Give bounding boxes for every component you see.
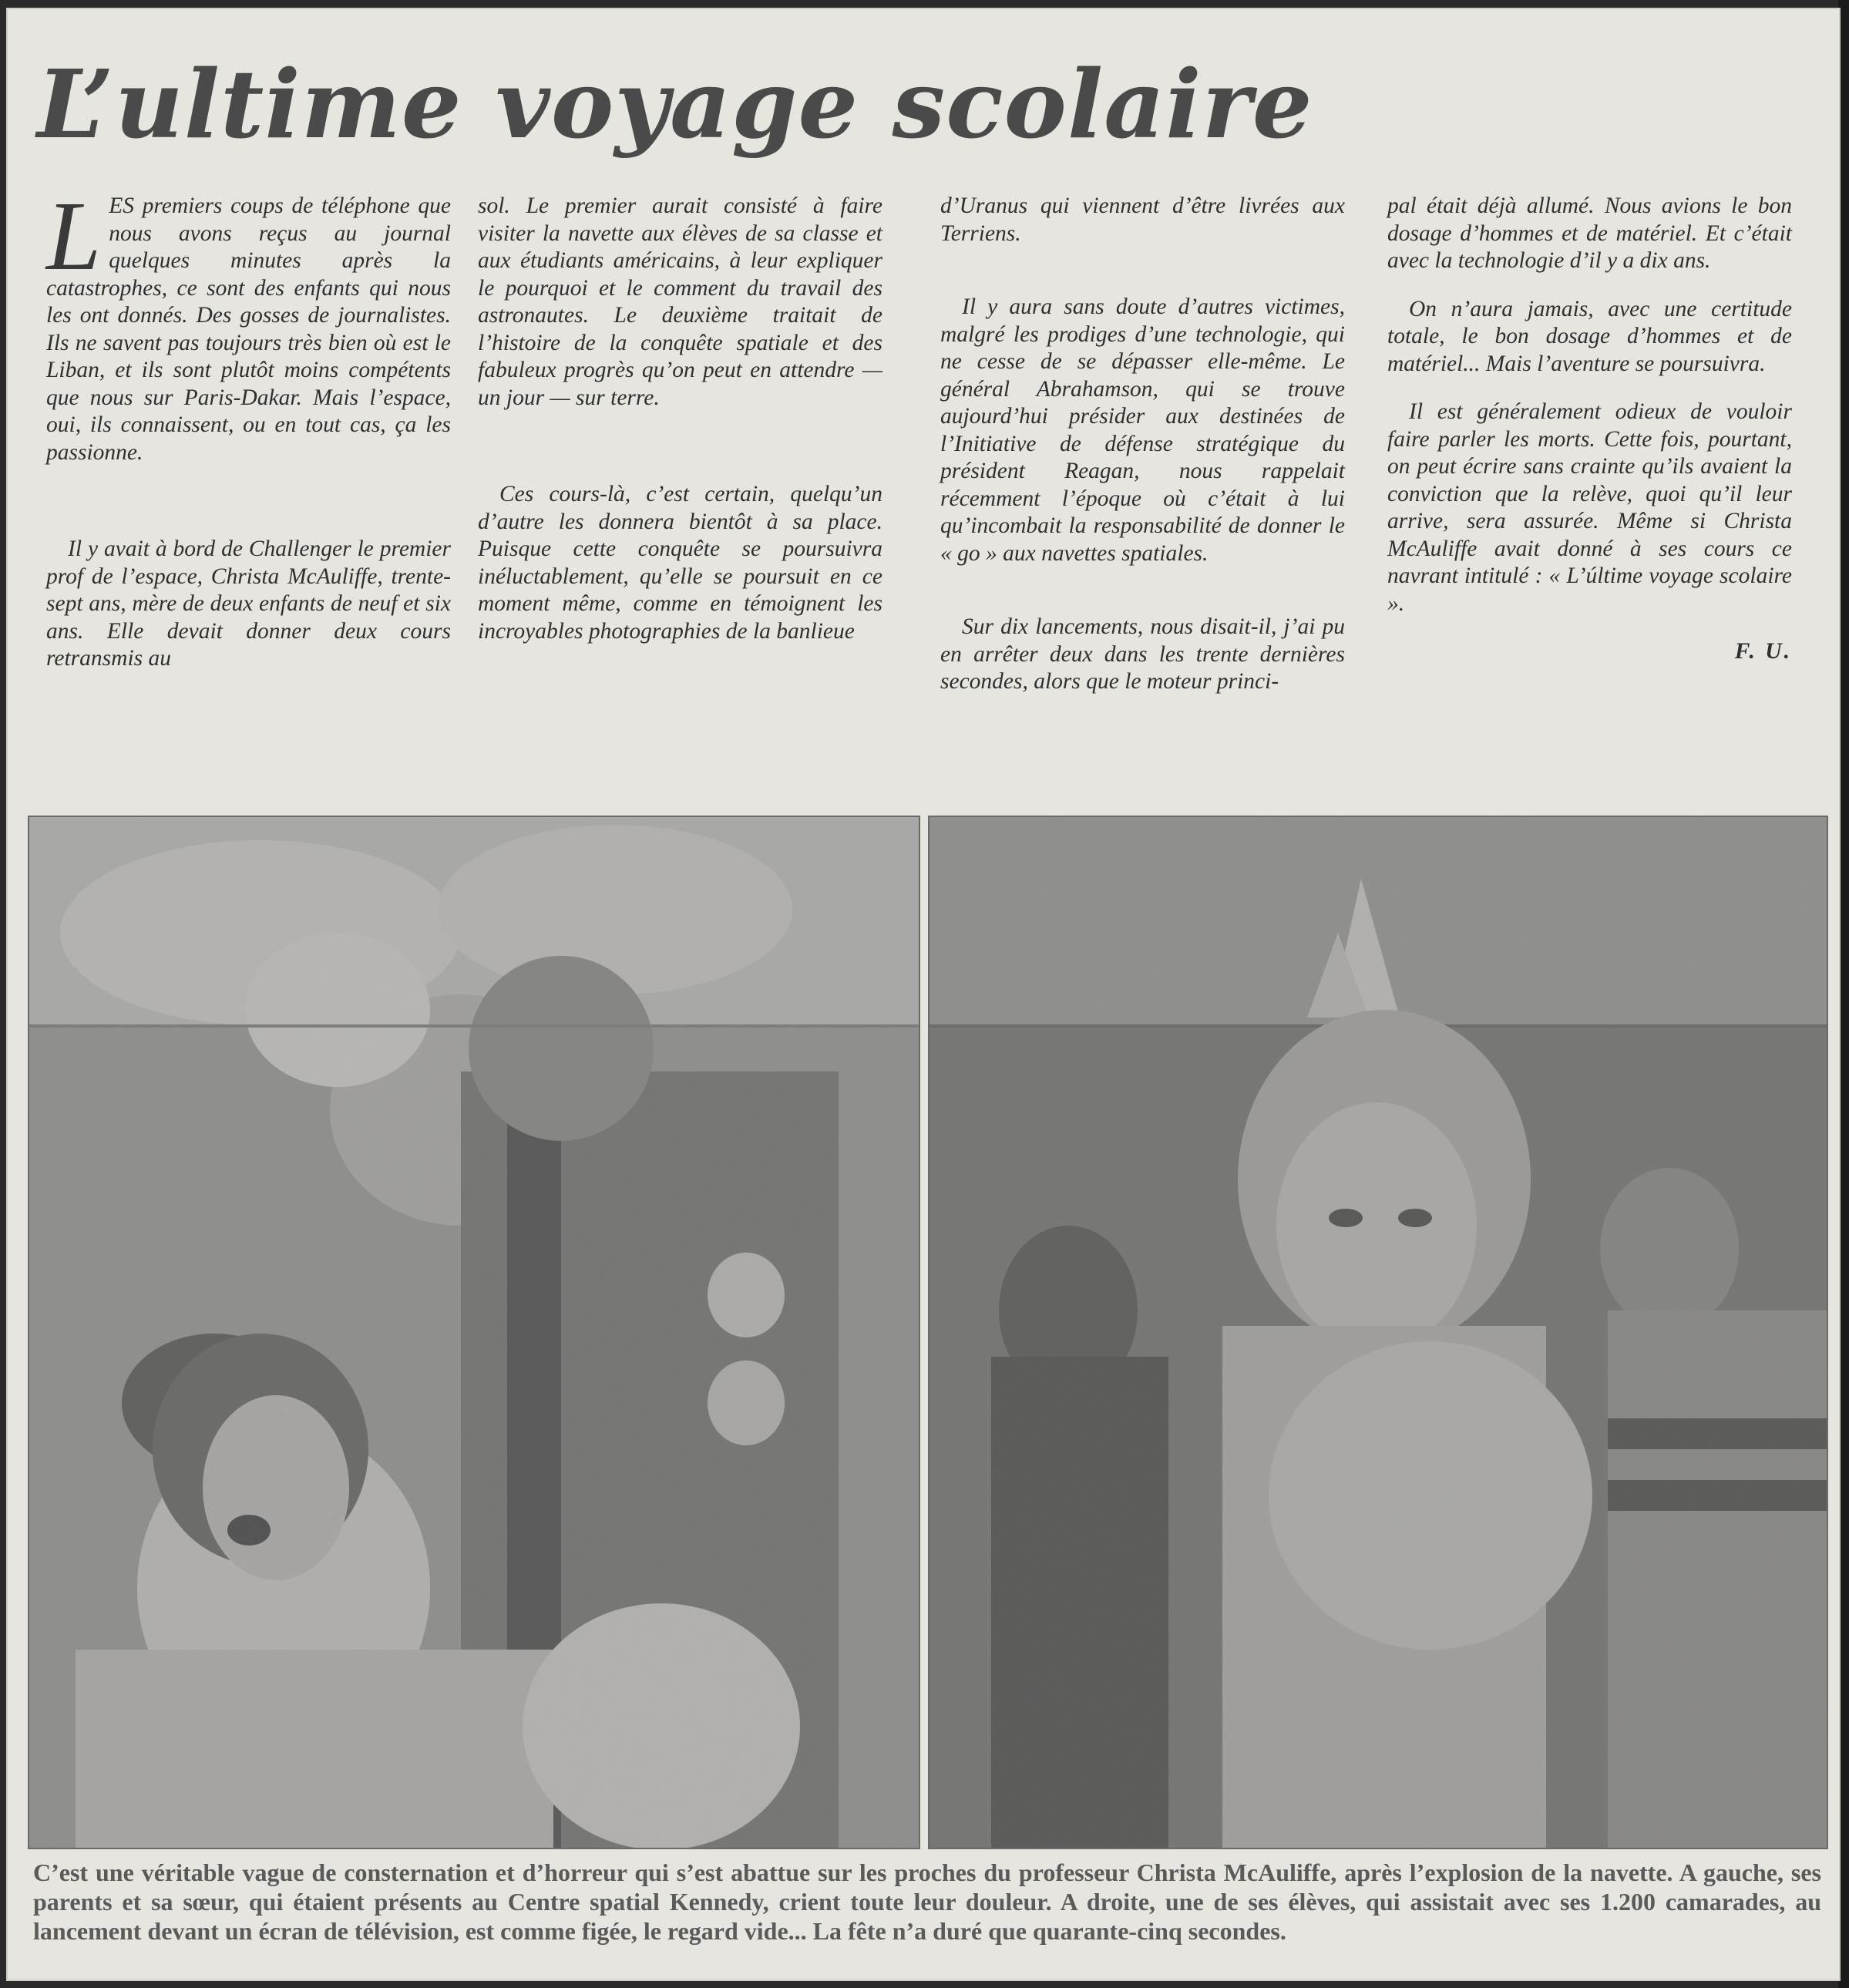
article-column-1	[46, 181, 451, 694]
author-signature: F. U.	[1734, 639, 1792, 664]
paragraph: d’Uranus qui viennent d’être livrées aux Terriens.	[940, 193, 1345, 246]
right-photo	[928, 816, 1828, 1849]
paragraph: Il est généralement odieux de vouloir faire parler les morts. Cette fois, pourtant, on peut écrire sans crainte qu’ils avaient la conviction que la relève, quoi qu’il leur arrive, sera assurée. Même si Christa McAuliffe avait donné à ses cours ce navrant intitulé : « L’últime voyage scolaire ».	[1387, 399, 1792, 616]
paragraph-text: ES premiers coups de téléphone que nous avons reçus au journal quelques minutes après la catastrophes, ce sont des enfants qui nous les ont donnés. Des gosses de journalistes. Ils ne savent pas toujours très bien où est le Liban, et ils sont plutôt moins compétents que nous sur Paris-Dakar. Mais l’espace, oui, ils connaissent, ou en tout cas, ça les passionne.	[46, 193, 451, 465]
paragraph: On n’aura jamais, avec une certitude totale, le bon dosage d’hommes et de matériel... Mais l’aventure se poursuivra.	[1387, 296, 1792, 376]
article-column-2	[478, 193, 882, 666]
left-photo	[28, 816, 920, 1849]
drop-cap: L	[46, 181, 102, 291]
paragraph: pal était déjà allumé. Nous avions le bon dosage d’hommes et de matériel. Et c’était avec la technologie d’il y a dix ans.	[1387, 193, 1792, 273]
paragraph: sol. Le premier aurait consisté à faire visiter la navette aux élèves de sa classe et aux étudiants américains, à leur expliquer le pourquoi et le comment du travail des astronautes. Le deuxième traitait de l’histoire de la conquête spatiale et des fabuleux progrès qu’on peut en attendre — un jour — sur terre.	[478, 193, 882, 410]
paragraph: Il y aura sans doute d’autres victimes, malgré les prodiges d’une technologie, qui ne cesse de se dépasser elle-même. Le général Abrahamson, qui se trouve aujourd’hui présider aux destinées de l’Initiative de défense stratégique du président Reagan, nous rappelait récemment l’époque où c’était à lui qu’incombait la responsabilité de donner le « go » aux navettes spatiales.	[940, 294, 1345, 566]
paragraph: Il y avait à bord de Challenger le premier prof de l’espace, Christa McAuliffe, trente-sept ans, mère de deux enfants de neuf et six ans. Elle devait donner deux cours retransmis au	[46, 537, 451, 671]
paragraph: Ces cours-là, c’est certain, quelqu’un d’autre les donnera bientôt à sa place. Puisque cette conquête se poursuivra inéluctablement, qu’elle se poursuit en ce moment même, comme en témoignent les incroyables photographies de la banlieue	[478, 482, 882, 644]
article-column-3	[940, 193, 1345, 717]
photo-caption: C’est une véritable vague de consternation et d’horreur qui s’est abattue sur les proches du professeur Christa McAuliffe, après l’explosion de la navette. A gauche, ses parents et sa sœur, qui étaient présents au Centre spatial Kennedy, crient toute leur douleur. A droite, une de ses élèves, qui assistait avec ses 1.200 camarades, au lancement devant un écran de télévision, est comme figée, le regard vide... La fête n’a duré que quarante-cinq secondes.	[33, 1858, 1821, 1945]
article-column-4	[1387, 193, 1792, 666]
newspaper-clipping	[6, 8, 1841, 1981]
paragraph: Sur dix lancements, nous disait-il, j’ai pu en arrêter deux dans les trente dernières secondes, alors que le moteur princi-	[940, 614, 1345, 694]
right-photo-image	[930, 817, 1827, 1848]
headline: L’ultime voyage scolaire	[37, 49, 1313, 160]
paragraph	[46, 181, 451, 466]
left-photo-image	[29, 817, 919, 1848]
